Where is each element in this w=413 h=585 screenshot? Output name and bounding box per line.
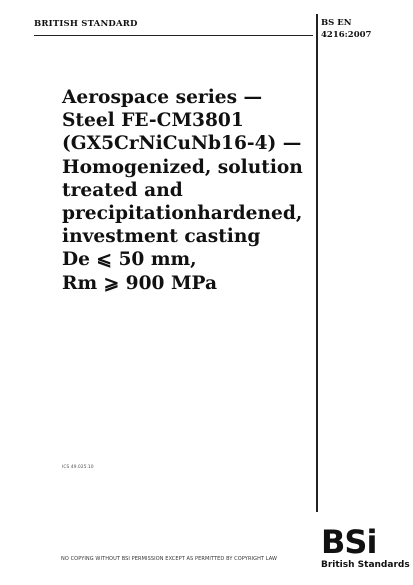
title-line: treated and bbox=[62, 179, 183, 201]
title-line: Aerospace series — bbox=[62, 87, 263, 108]
copyright-notice: NO COPYING WITHOUT BSI PERMISSION EXCEPT AS PERMITTED BY COPYRIGHT LAW bbox=[61, 556, 278, 562]
document-number-line1: BS EN bbox=[321, 18, 352, 28]
title-line: De ⩽ 50 mm, bbox=[62, 249, 197, 271]
bsi-logo-mark bbox=[320, 524, 388, 557]
ics-code: ICS 49.025.10 bbox=[62, 465, 94, 470]
bsi-logo bbox=[320, 524, 410, 574]
title-line: investment casting bbox=[62, 226, 261, 248]
bsi-logo-caption: British Standards bbox=[321, 560, 410, 570]
title-line: Homogenized, solution bbox=[62, 156, 303, 178]
title-line: (GX5CrNiCuNb16-4) — bbox=[62, 133, 302, 155]
header-divider bbox=[34, 35, 313, 36]
standard-type-label: BRITISH STANDARD bbox=[34, 19, 138, 29]
document-number-line2: 4216:2007 bbox=[321, 30, 372, 40]
title-line: Rm ⩾ 900 MPa bbox=[62, 272, 218, 294]
title-line: precipitationhardened, bbox=[62, 203, 303, 225]
document-number bbox=[321, 17, 371, 41]
svg-text:BSi: BSi bbox=[321, 524, 377, 557]
vertical-divider bbox=[316, 14, 318, 512]
document-title bbox=[62, 86, 312, 295]
title-line: Steel FE-CM3801 bbox=[62, 110, 244, 132]
